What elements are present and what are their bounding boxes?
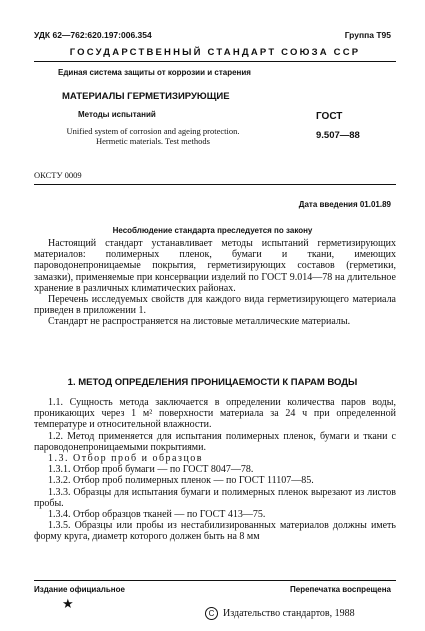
non-compliance-note: Несоблюдение стандарта преследуется по закону bbox=[112, 226, 313, 235]
paragraph: 1.3.1. Отбор проб бумаги — по ГОСТ 8047—78. bbox=[48, 464, 254, 476]
gost-label: ГОСТ bbox=[316, 111, 343, 122]
official-edition: Издание официальное bbox=[34, 585, 125, 594]
header-rule bbox=[34, 61, 396, 62]
star-icon: ★ bbox=[62, 596, 74, 611]
okstu-code: ОКСТУ 0009 bbox=[34, 170, 82, 180]
intro-text bbox=[34, 238, 396, 328]
gost-number: 9.507—88 bbox=[316, 130, 360, 141]
paragraph: 1.2. Метод применяется для испытания полимерных пленок, бумаги и ткани с пароводонепроницаемыми покрытиями. bbox=[34, 430, 396, 453]
copyright-text: Издательство стандартов, 1988 bbox=[223, 608, 355, 619]
section-text bbox=[34, 397, 396, 543]
introduction-date: Дата введения 01.01.89 bbox=[298, 200, 391, 209]
english-title: Unified system of corrosion and ageing protection. Hermetic materials. Test methods bbox=[66, 126, 240, 146]
paragraph: 1.3. Отбор проб и образцов bbox=[48, 453, 204, 465]
document-subtitle: Методы испытаний bbox=[78, 110, 156, 119]
paragraph: Стандарт не распространяется на листовые металлические материалы. bbox=[48, 316, 351, 328]
document-title: МАТЕРИАЛЫ ГЕРМЕТИЗИРУЮЩИЕ bbox=[62, 91, 230, 102]
paragraph: 1.3.3. Образцы для испытания бумаги и полимерных пленок вырезают из листов пробы. bbox=[34, 486, 396, 509]
paragraph: Настоящий стандарт устанавливает методы испытаний герметизирующих материалов: полимерных пленок, бумаги и ткани, имеющих пароводонепроницаемые покрытия, герметизирующих составов (герметики, замазки), применяемые при консервации изделий по ГОСТ 9.014—78 на длительное хранение в различных климатических районах. bbox=[34, 238, 396, 294]
paragraph: 1.3.4. Отбор образцов тканей — по ГОСТ 413—75. bbox=[48, 509, 266, 521]
state-standard-banner: ГОСУДАРСТВЕННЫЙ СТАНДАРТ СОЮЗА ССР bbox=[69, 47, 361, 58]
paragraph: 1.1. Сущность метода заключается в определении количества паров воды, проникающих через 1 м² поверхности материала за 24 ч при определенной температуре и относительной влажности. bbox=[34, 397, 396, 431]
okstu-rule bbox=[34, 184, 396, 185]
footer-rule bbox=[34, 580, 396, 581]
paragraph: Перечень исследуемых свойств для каждого вида герметизирующего материала приведен в приложении 1. bbox=[34, 294, 396, 317]
reprint-prohibited: Перепечатка воспрещена bbox=[290, 585, 391, 594]
system-title: Единая система защиты от коррозии и старения bbox=[58, 68, 251, 77]
group-code: Группа Т95 bbox=[344, 30, 391, 40]
copyright-icon: C bbox=[205, 607, 218, 620]
copyright-line bbox=[205, 607, 355, 620]
udc-code: УДК 62—762:620.197:006.354 bbox=[34, 30, 152, 40]
paragraph: 1.3.2. Отбор проб полимерных пленок — по ГОСТ 11107—85. bbox=[48, 475, 314, 487]
paragraph: 1.3.5. Образцы или пробы из нестабилизированных материалов должны иметь форму круга, диаметр которого должен быть на 8 мм bbox=[34, 520, 396, 543]
section-heading: 1. МЕТОД ОПРЕДЕЛЕНИЯ ПРОНИЦАЕМОСТИ К ПАРАМ ВОДЫ bbox=[67, 377, 358, 388]
